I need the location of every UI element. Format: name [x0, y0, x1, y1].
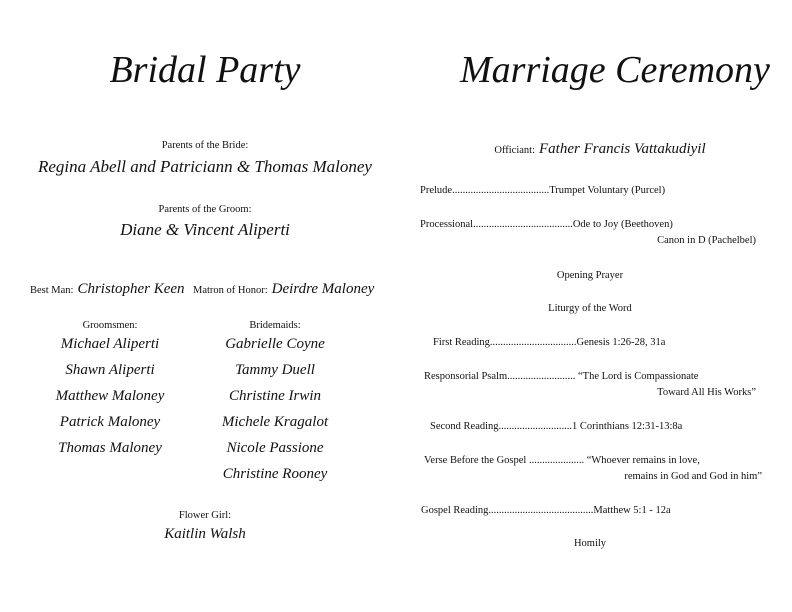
second-reading-row: Second Reading............................1 Corinthians 12:31-13:8a: [430, 421, 683, 432]
officiant: [440, 140, 760, 158]
first-reading-row: First Reading.................................Genesis 1:26-28, 31a: [433, 337, 666, 348]
prelude-row: Prelude.....................................Trumpet Voluntary (Purcel): [420, 185, 666, 196]
groomsmen-label: Groomsmen:: [82, 320, 138, 331]
matron-name: Deirdre Maloney: [271, 281, 375, 297]
groomsman: Thomas Maloney: [58, 440, 162, 456]
groom-parents-label: Parents of the Groom:: [158, 204, 252, 215]
marriage-ceremony-title: Marriage Ceremony: [460, 49, 770, 91]
groom-parents-names: Diane & Vincent Aliperti: [120, 220, 290, 239]
verse-row: Verse Before the Gospel ..................... “Whoever remains in love,: [424, 455, 700, 466]
bride-parents-label: Parents of the Bride:: [161, 140, 249, 151]
groomsman: Patrick Maloney: [59, 414, 161, 430]
bridesmaid: Christine Irwin: [228, 388, 322, 404]
bridesmaid: Nicole Passione: [226, 440, 324, 456]
homily: Homily: [573, 538, 607, 549]
matron-of-honor: [193, 280, 374, 298]
bridesmaid: Gabrielle Coyne: [225, 336, 325, 352]
opening-prayer: Opening Prayer: [556, 270, 624, 281]
best-man-label: Best Man:: [30, 285, 74, 296]
gospel-reading-row: Gospel Reading........................................Matthew 5:1 - 12a: [421, 505, 671, 516]
groomsman: Shawn Aliperti: [65, 362, 155, 378]
psalm-row: Responsorial Psalm.......................... “The Lord is Compassionate: [424, 371, 699, 382]
processional-row: Processional......................................Ode to Joy (Beethoven): [420, 219, 673, 230]
best-man-name: Christopher Keen: [77, 281, 185, 297]
bridesmaid: Christine Rooney: [222, 466, 328, 482]
bridal-party-title: Bridal Party: [109, 49, 301, 91]
bridesmaid: Tammy Duell: [235, 362, 315, 378]
groomsman: Matthew Maloney: [55, 388, 165, 404]
bridesmaids-label: Bridemaids:: [249, 320, 301, 331]
matron-label: Matron of Honor:: [193, 285, 268, 296]
liturgy-of-the-word: Liturgy of the Word: [548, 303, 632, 314]
psalm-row-2: Toward All His Works”: [657, 387, 756, 398]
groomsman: Michael Aliperti: [60, 336, 160, 352]
best-man: [30, 280, 185, 298]
bridesmaid: Michele Kragalot: [221, 414, 329, 430]
flower-girl-label: Flower Girl:: [178, 510, 232, 521]
groomsmen-list: [40, 336, 180, 466]
officiant-name: Father Francis Vattakudiyil: [539, 141, 706, 157]
processional-row-2: Canon in D (Pachelbel): [657, 235, 756, 246]
bridesmaids-list: [205, 336, 345, 492]
officiant-label: Officiant:: [494, 145, 535, 156]
bride-parents-names: Regina Abell and Patriciann & Thomas Maloney: [38, 157, 372, 176]
flower-girl-name: Kaitlin Walsh: [164, 526, 246, 542]
verse-row-2: remains in God and God in him”: [624, 471, 762, 482]
